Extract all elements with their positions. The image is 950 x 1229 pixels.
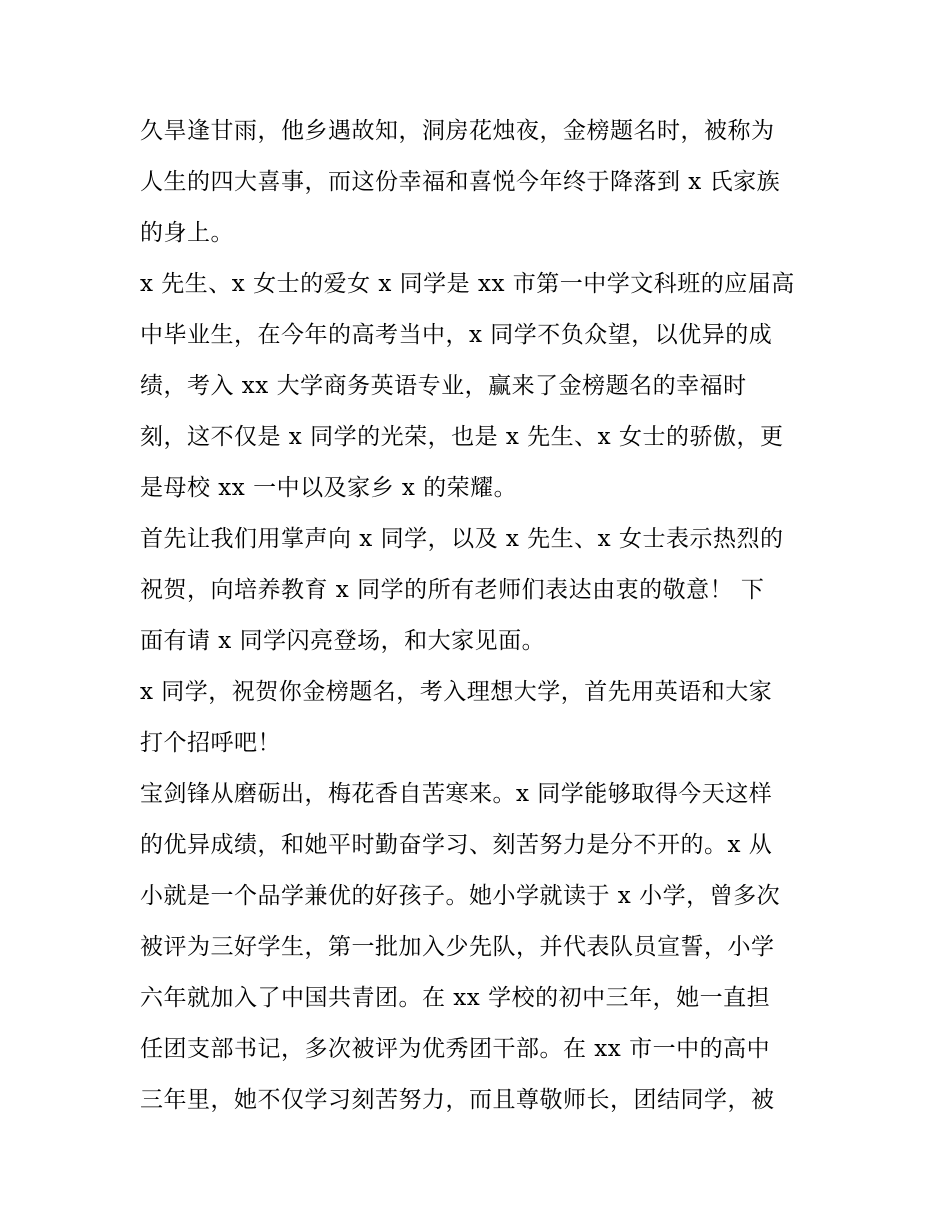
text-line: 刻，这不仅是 x 同学的光荣，也是 x 先生、x 女士的骄傲，更: [140, 424, 784, 450]
text-line: 中毕业生，在今年的高考当中，x 同学不负众望，以优异的成: [140, 322, 773, 348]
text-line: 六年就加入了中国共青团。在 xx 学校的初中三年，她一直担: [140, 985, 771, 1011]
text-line: 小就是一个品学兼优的好孩子。她小学就读于 x 小学，曾多次: [140, 883, 781, 909]
text-line: 祝贺，向培养教育 x 同学的所有老师们表达由衷的敬意！ 下: [140, 577, 765, 603]
paragraph-biography: [140, 769, 830, 1126]
text-line: 是母校 xx 一中以及家乡 x 的荣耀。: [140, 475, 518, 501]
paragraph-congratulations: [140, 514, 830, 667]
text-line: 被评为三好学生，第一批加入少先队，并代表队员宣誓，小学: [140, 934, 775, 960]
text-line: 三年里，她不仅学习刻苦努力，而且尊敬师长，团结同学，被: [140, 1087, 775, 1113]
text-line: 人生的四大喜事，而这份幸福和喜悦今年终于降落到 x 氏家族: [140, 169, 781, 195]
paragraph-announcement: [140, 259, 830, 514]
text-line: 任团支部书记，多次被评为优秀团干部。在 xx 市一中的高中: [140, 1036, 771, 1062]
text-line: 打个招呼吧！: [140, 730, 281, 756]
text-line: 面有请 x 同学闪亮登场，和大家见面。: [140, 628, 546, 654]
text-line: 的身上。: [140, 220, 234, 246]
document-body: [140, 106, 830, 1126]
text-line: 的优异成绩，和她平时勤奋学习、刻苦努力是分不开的。x 从: [140, 832, 773, 858]
text-line: 久旱逢甘雨，他乡遇故知，洞房花烛夜，金榜题名时，被称为: [140, 118, 775, 144]
text-line: 绩，考入 xx 大学商务英语专业，赢来了金榜题名的幸福时: [140, 373, 747, 399]
text-line: 宝剑锋从磨砺出，梅花香自苦寒来。x 同学能够取得今天这样: [140, 781, 773, 807]
text-line: 首先让我们用掌声向 x 同学，以及 x 先生、x 女士表示热烈的: [140, 526, 784, 552]
text-line: x 同学，祝贺你金榜题名，考入理想大学，首先用英语和大家: [140, 679, 773, 705]
paragraph-greeting: [140, 667, 830, 769]
paragraph-intro: [140, 106, 830, 259]
text-line: x 先生、x 女士的爱女 x 同学是 xx 市第一中学文科班的应届高: [140, 271, 795, 297]
